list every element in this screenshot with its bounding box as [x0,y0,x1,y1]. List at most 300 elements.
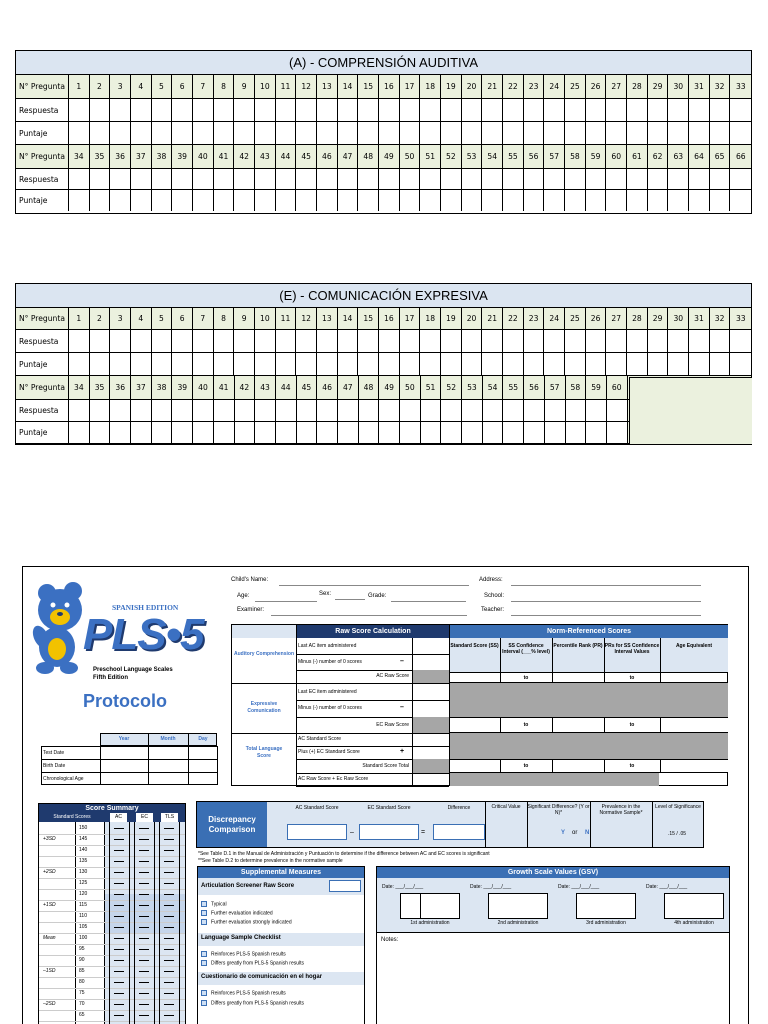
respuesta-cell[interactable] [379,400,400,421]
respuesta-cell[interactable] [503,99,524,121]
difference-input[interactable] [433,824,485,840]
puntaje-cell[interactable] [503,190,524,211]
puntaje-cell[interactable] [668,353,689,375]
respuesta-cell[interactable] [441,169,462,189]
puntaje-cell[interactable] [276,122,297,144]
respuesta-cell[interactable] [400,400,421,421]
respuesta-cell[interactable] [234,169,255,189]
respuesta-cell[interactable] [441,330,462,352]
puntaje-cell[interactable] [90,353,111,375]
puntaje-cell[interactable] [69,190,90,211]
puntaje-cell[interactable] [730,190,751,211]
puntaje-cell[interactable] [441,190,462,211]
year-header: Year [118,736,130,742]
puntaje-cell[interactable] [482,190,503,211]
puntaje-cell[interactable] [255,353,276,375]
puntaje-cell[interactable] [710,190,731,211]
raw-score-cell[interactable] [412,654,449,670]
respuesta-cell[interactable] [566,400,587,421]
respuesta-cell[interactable] [276,330,297,352]
puntaje-cell[interactable] [276,353,297,375]
checkbox-icon[interactable] [201,901,207,907]
puntaje-cell[interactable] [69,422,90,443]
respuesta-cell[interactable] [379,169,400,189]
puntaje-cell[interactable] [234,122,255,144]
respuesta-cell[interactable] [359,400,380,421]
respuesta-cell[interactable] [689,169,710,189]
gsv-score-box[interactable] [488,893,548,919]
puntaje-cell[interactable] [131,190,152,211]
ec-ss-input[interactable] [359,824,419,840]
puntaje-cell[interactable] [627,122,648,144]
checkbox-option[interactable] [201,910,273,916]
checkbox-icon[interactable] [201,919,207,925]
puntaje-cell[interactable] [317,353,338,375]
yes-option[interactable]: Y [561,830,566,836]
respuesta-cell[interactable] [152,99,173,121]
respuesta-cell[interactable] [503,400,524,421]
puntaje-cell[interactable] [296,122,317,144]
puntaje-cell[interactable] [400,353,421,375]
respuesta-cell[interactable] [565,99,586,121]
puntaje-cell[interactable] [689,353,710,375]
puntaje-cell[interactable] [214,190,235,211]
respuesta-cell[interactable] [317,330,338,352]
puntaje-cell[interactable] [400,422,421,443]
respuesta-cell[interactable] [606,330,627,352]
puntaje-cell[interactable] [338,122,359,144]
puntaje-cell[interactable] [566,422,587,443]
checkbox-icon[interactable] [201,910,207,916]
puntaje-cell[interactable] [152,422,173,443]
respuesta-cell[interactable] [152,169,173,189]
respuesta-cell[interactable] [544,169,565,189]
raw-score-cell[interactable] [412,700,449,717]
respuesta-cell[interactable] [358,99,379,121]
respuesta-cell[interactable] [627,330,648,352]
puntaje-cell[interactable] [524,353,545,375]
respuesta-cell[interactable] [689,330,710,352]
puntaje-cell[interactable] [586,190,607,211]
respuesta-cell[interactable] [131,400,152,421]
respuesta-cell[interactable] [462,169,483,189]
puntaje-cell[interactable] [648,190,669,211]
respuesta-cell[interactable] [586,400,607,421]
puntaje-cell[interactable] [503,353,524,375]
fifth-edition-subtitle: Fifth Edition [93,675,128,681]
respuesta-cell[interactable] [338,99,359,121]
puntaje-cell[interactable] [193,190,214,211]
puntaje-cell[interactable] [544,353,565,375]
puntaje-cell[interactable] [90,122,111,144]
summary-dash [139,960,149,961]
puntaje-cell[interactable] [441,122,462,144]
respuesta-cell[interactable] [131,169,152,189]
respuesta-cell[interactable] [586,330,607,352]
respuesta-cell[interactable] [503,169,524,189]
respuesta-cell[interactable] [110,169,131,189]
respuesta-cell[interactable] [524,400,545,421]
puntaje-cell[interactable] [276,190,297,211]
respuesta-cell[interactable] [276,99,297,121]
puntaje-cell[interactable] [462,122,483,144]
respuesta-cell[interactable] [338,400,359,421]
puntaje-cell[interactable] [606,122,627,144]
respuesta-cell[interactable] [110,99,131,121]
puntaje-cell[interactable] [441,353,462,375]
respuesta-cell[interactable] [483,400,504,421]
puntaje-cell[interactable] [152,353,173,375]
respuesta-cell[interactable] [730,99,751,121]
question-number: 41 [214,145,235,168]
respuesta-cell[interactable] [586,99,607,121]
respuesta-cell[interactable] [297,400,318,421]
puntaje-cell[interactable] [255,190,276,211]
puntaje-cell[interactable] [482,122,503,144]
puntaje-cell[interactable] [317,190,338,211]
respuesta-cell[interactable] [317,99,338,121]
respuesta-cell[interactable] [544,330,565,352]
puntaje-cell[interactable] [730,353,751,375]
puntaje-cell[interactable] [214,122,235,144]
puntaje-cell[interactable] [730,122,751,144]
puntaje-cell[interactable] [710,122,731,144]
raw-row-label: AC Raw Score + Ec Raw Score [298,776,369,782]
respuesta-cell[interactable] [296,99,317,121]
puntaje-cell[interactable] [565,353,586,375]
respuesta-cell[interactable] [421,400,442,421]
respuesta-cell[interactable] [441,400,462,421]
respuesta-cell[interactable] [193,169,214,189]
puntaje-cell[interactable] [131,122,152,144]
puntaje-cell[interactable] [338,422,359,443]
pregunta-label: N° Pregunta [16,308,69,329]
respuesta-cell[interactable] [689,99,710,121]
puntaje-cell[interactable] [110,353,131,375]
puntaje-cell[interactable] [627,190,648,211]
respuesta-cell[interactable] [172,330,193,352]
puntaje-cell[interactable] [503,422,524,443]
puntaje-cell[interactable] [544,190,565,211]
puntaje-cell[interactable] [172,190,193,211]
respuesta-cell[interactable] [627,169,648,189]
puntaje-cell[interactable] [296,353,317,375]
respuesta-cell[interactable] [296,169,317,189]
puntaje-cell[interactable] [462,353,483,375]
respuesta-cell[interactable] [276,400,297,421]
summary-dash [164,927,174,928]
respuesta-cell[interactable] [565,330,586,352]
respuesta-cell[interactable] [255,330,276,352]
respuesta-cell[interactable] [214,330,235,352]
puntaje-cell[interactable] [69,353,90,375]
puntaje-cell[interactable] [379,122,400,144]
puntaje-cell[interactable] [152,190,173,211]
respuesta-cell[interactable] [607,400,628,421]
respuesta-cell[interactable] [214,99,235,121]
puntaje-cell[interactable] [668,122,689,144]
respuesta-cell[interactable] [545,400,566,421]
respuesta-cell[interactable] [90,169,111,189]
checkbox-icon[interactable] [201,990,207,996]
respuesta-cell[interactable] [90,99,111,121]
gsv-score-box[interactable] [664,893,724,919]
puntaje-cell[interactable] [524,122,545,144]
puntaje-cell[interactable] [131,422,152,443]
respuesta-cell[interactable] [400,330,421,352]
puntaje-cell[interactable] [400,190,421,211]
respuesta-cell[interactable] [524,169,545,189]
respuesta-cell[interactable] [69,400,90,421]
grid-e-title: (E) - COMUNICACIÓN EXPRESIVA [16,284,751,308]
respuesta-cell[interactable] [214,400,235,421]
puntaje-cell[interactable] [689,122,710,144]
puntaje-cell[interactable] [276,422,297,443]
respuesta-cell[interactable] [544,99,565,121]
checkbox-option[interactable] [201,960,304,966]
puntaje-cell[interactable] [317,122,338,144]
respuesta-cell[interactable] [214,169,235,189]
checkbox-icon[interactable] [201,1000,207,1006]
respuesta-cell[interactable] [648,330,669,352]
puntaje-cell[interactable] [193,422,214,443]
respuesta-cell[interactable] [482,169,503,189]
respuesta-cell[interactable] [193,330,214,352]
puntaje-cell[interactable] [400,122,421,144]
respuesta-cell[interactable] [131,330,152,352]
puntaje-cell[interactable] [338,190,359,211]
summary-dash [114,883,124,884]
puntaje-cell[interactable] [524,190,545,211]
respuesta-cell[interactable] [648,169,669,189]
puntaje-cell[interactable] [586,353,607,375]
respuesta-cell[interactable] [710,169,731,189]
puntaje-cell[interactable] [296,190,317,211]
respuesta-cell[interactable] [110,400,131,421]
respuesta-cell[interactable] [606,99,627,121]
respuesta-cell[interactable] [668,99,689,121]
puntaje-cell[interactable] [606,353,627,375]
respuesta-cell[interactable] [503,330,524,352]
respuesta-cell[interactable] [276,169,297,189]
puntaje-cell[interactable] [234,190,255,211]
question-number: 30 [668,308,689,329]
puntaje-cell[interactable] [586,122,607,144]
respuesta-cell[interactable] [400,169,421,189]
respuesta-cell[interactable] [668,169,689,189]
puntaje-cell[interactable] [297,422,318,443]
puntaje-cell[interactable] [689,190,710,211]
puntaje-cell[interactable] [648,122,669,144]
respuesta-cell[interactable] [648,99,669,121]
respuesta-cell[interactable] [482,99,503,121]
puntaje-cell[interactable] [668,190,689,211]
respuesta-cell[interactable] [255,169,276,189]
puntaje-cell[interactable] [235,422,256,443]
respuesta-cell[interactable] [255,400,276,421]
respuesta-cell[interactable] [524,99,545,121]
raw-score-cell[interactable] [412,759,449,773]
puntaje-cell[interactable] [462,190,483,211]
puntaje-cell[interactable] [710,353,731,375]
respuesta-cell[interactable] [90,400,111,421]
no-option[interactable]: N [585,830,590,836]
respuesta-cell[interactable] [131,99,152,121]
raw-score-cell[interactable] [412,746,449,759]
puntaje-cell[interactable] [607,422,628,443]
puntaje-cell[interactable] [482,353,503,375]
puntaje-cell[interactable] [90,422,111,443]
respuesta-cell[interactable] [152,400,173,421]
puntaje-cell[interactable] [483,422,504,443]
puntaje-cell[interactable] [420,122,441,144]
respuesta-cell[interactable] [358,330,379,352]
puntaje-cell[interactable] [627,353,648,375]
ac-ss-input[interactable] [287,824,347,840]
puntaje-cell[interactable] [648,353,669,375]
puntaje-cell[interactable] [379,190,400,211]
respuesta-cell[interactable] [235,400,256,421]
respuesta-cell[interactable] [172,169,193,189]
raw-score-cell[interactable] [412,684,449,700]
puntaje-cell[interactable] [421,422,442,443]
respuesta-cell[interactable] [462,330,483,352]
respuesta-cell[interactable] [379,99,400,121]
puntaje-cell[interactable] [90,190,111,211]
puntaje-cell[interactable] [172,122,193,144]
puntaje-cell[interactable] [524,422,545,443]
puntaje-cell[interactable] [317,422,338,443]
respuesta-cell[interactable] [255,99,276,121]
checkbox-option[interactable] [201,990,286,996]
puntaje-cell[interactable] [234,353,255,375]
respuesta-cell[interactable] [482,330,503,352]
respuesta-cell[interactable] [730,169,751,189]
respuesta-cell[interactable] [668,330,689,352]
puntaje-cell[interactable] [503,122,524,144]
raw-score-cell[interactable] [412,638,449,654]
respuesta-cell[interactable] [358,169,379,189]
respuesta-cell[interactable] [296,330,317,352]
screener-score-input[interactable] [329,880,361,892]
respuesta-cell[interactable] [586,169,607,189]
puntaje-cell[interactable] [193,122,214,144]
respuesta-cell[interactable] [730,330,751,352]
respuesta-cell[interactable] [462,99,483,121]
checkbox-icon[interactable] [201,951,207,957]
respuesta-cell[interactable] [565,169,586,189]
respuesta-cell[interactable] [234,330,255,352]
respuesta-cell[interactable] [90,330,111,352]
gsv-score-box[interactable] [576,893,636,919]
puntaje-cell[interactable] [110,122,131,144]
respuesta-cell[interactable] [338,169,359,189]
respuesta-cell[interactable] [710,330,731,352]
puntaje-cell[interactable] [172,353,193,375]
puntaje-cell[interactable] [379,353,400,375]
respuesta-cell[interactable] [69,99,90,121]
respuesta-cell[interactable] [110,330,131,352]
puntaje-cell[interactable] [544,122,565,144]
puntaje-cell[interactable] [441,422,462,443]
raw-score-cell[interactable] [412,717,449,733]
respuesta-cell[interactable] [172,400,193,421]
respuesta-cell[interactable] [420,169,441,189]
respuesta-cell[interactable] [172,99,193,121]
puntaje-cell[interactable] [110,190,131,211]
puntaje-cell[interactable] [359,422,380,443]
respuesta-cell[interactable] [152,330,173,352]
puntaje-cell[interactable] [358,122,379,144]
checkbox-option[interactable] [201,901,227,907]
puntaje-cell[interactable] [379,422,400,443]
raw-score-cell[interactable] [412,670,449,683]
puntaje-cell[interactable] [152,122,173,144]
puntaje-cell[interactable] [110,422,131,443]
puntaje-cell[interactable] [255,422,276,443]
respuesta-cell[interactable] [317,400,338,421]
respuesta-cell[interactable] [379,330,400,352]
respuesta-cell[interactable] [462,400,483,421]
respuesta-cell[interactable] [338,330,359,352]
respuesta-cell[interactable] [627,99,648,121]
checkbox-option[interactable] [201,919,292,925]
respuesta-cell[interactable] [69,169,90,189]
respuesta-cell[interactable] [420,99,441,121]
puntaje-cell[interactable] [214,422,235,443]
respuesta-cell[interactable] [524,330,545,352]
respuesta-cell[interactable] [441,99,462,121]
puntaje-cell[interactable] [586,422,607,443]
puntaje-cell[interactable] [69,122,90,144]
puntaje-cell[interactable] [606,190,627,211]
date-table [41,733,218,785]
checkbox-icon[interactable] [201,960,207,966]
checkbox-option[interactable] [201,1000,304,1006]
respuesta-cell[interactable] [234,99,255,121]
respuesta-cell[interactable] [420,330,441,352]
respuesta-cell[interactable] [710,99,731,121]
gsv-score-box[interactable] [400,893,460,919]
puntaje-cell[interactable] [214,353,235,375]
respuesta-cell[interactable] [193,99,214,121]
summary-dash [114,861,124,862]
puntaje-cell[interactable] [420,353,441,375]
puntaje-cell[interactable] [338,353,359,375]
question-number: 63 [668,145,689,168]
puntaje-cell[interactable] [565,190,586,211]
puntaje-cell[interactable] [255,122,276,144]
respuesta-cell[interactable] [317,169,338,189]
puntaje-cell[interactable] [358,353,379,375]
respuesta-cell[interactable] [400,99,421,121]
puntaje-cell[interactable] [172,422,193,443]
raw-score-cell[interactable] [412,733,449,746]
puntaje-cell[interactable] [462,422,483,443]
respuesta-cell[interactable] [69,330,90,352]
puntaje-cell[interactable] [358,190,379,211]
raw-score-cell[interactable] [412,773,449,786]
checkbox-option[interactable] [201,951,286,957]
respuesta-cell[interactable] [606,169,627,189]
respuesta-cell[interactable] [193,400,214,421]
puntaje-cell[interactable] [131,353,152,375]
puntaje-cell[interactable] [545,422,566,443]
puntaje-cell[interactable] [420,190,441,211]
puntaje-cell[interactable] [193,353,214,375]
summary-row-line [39,911,185,912]
puntaje-cell[interactable] [565,122,586,144]
